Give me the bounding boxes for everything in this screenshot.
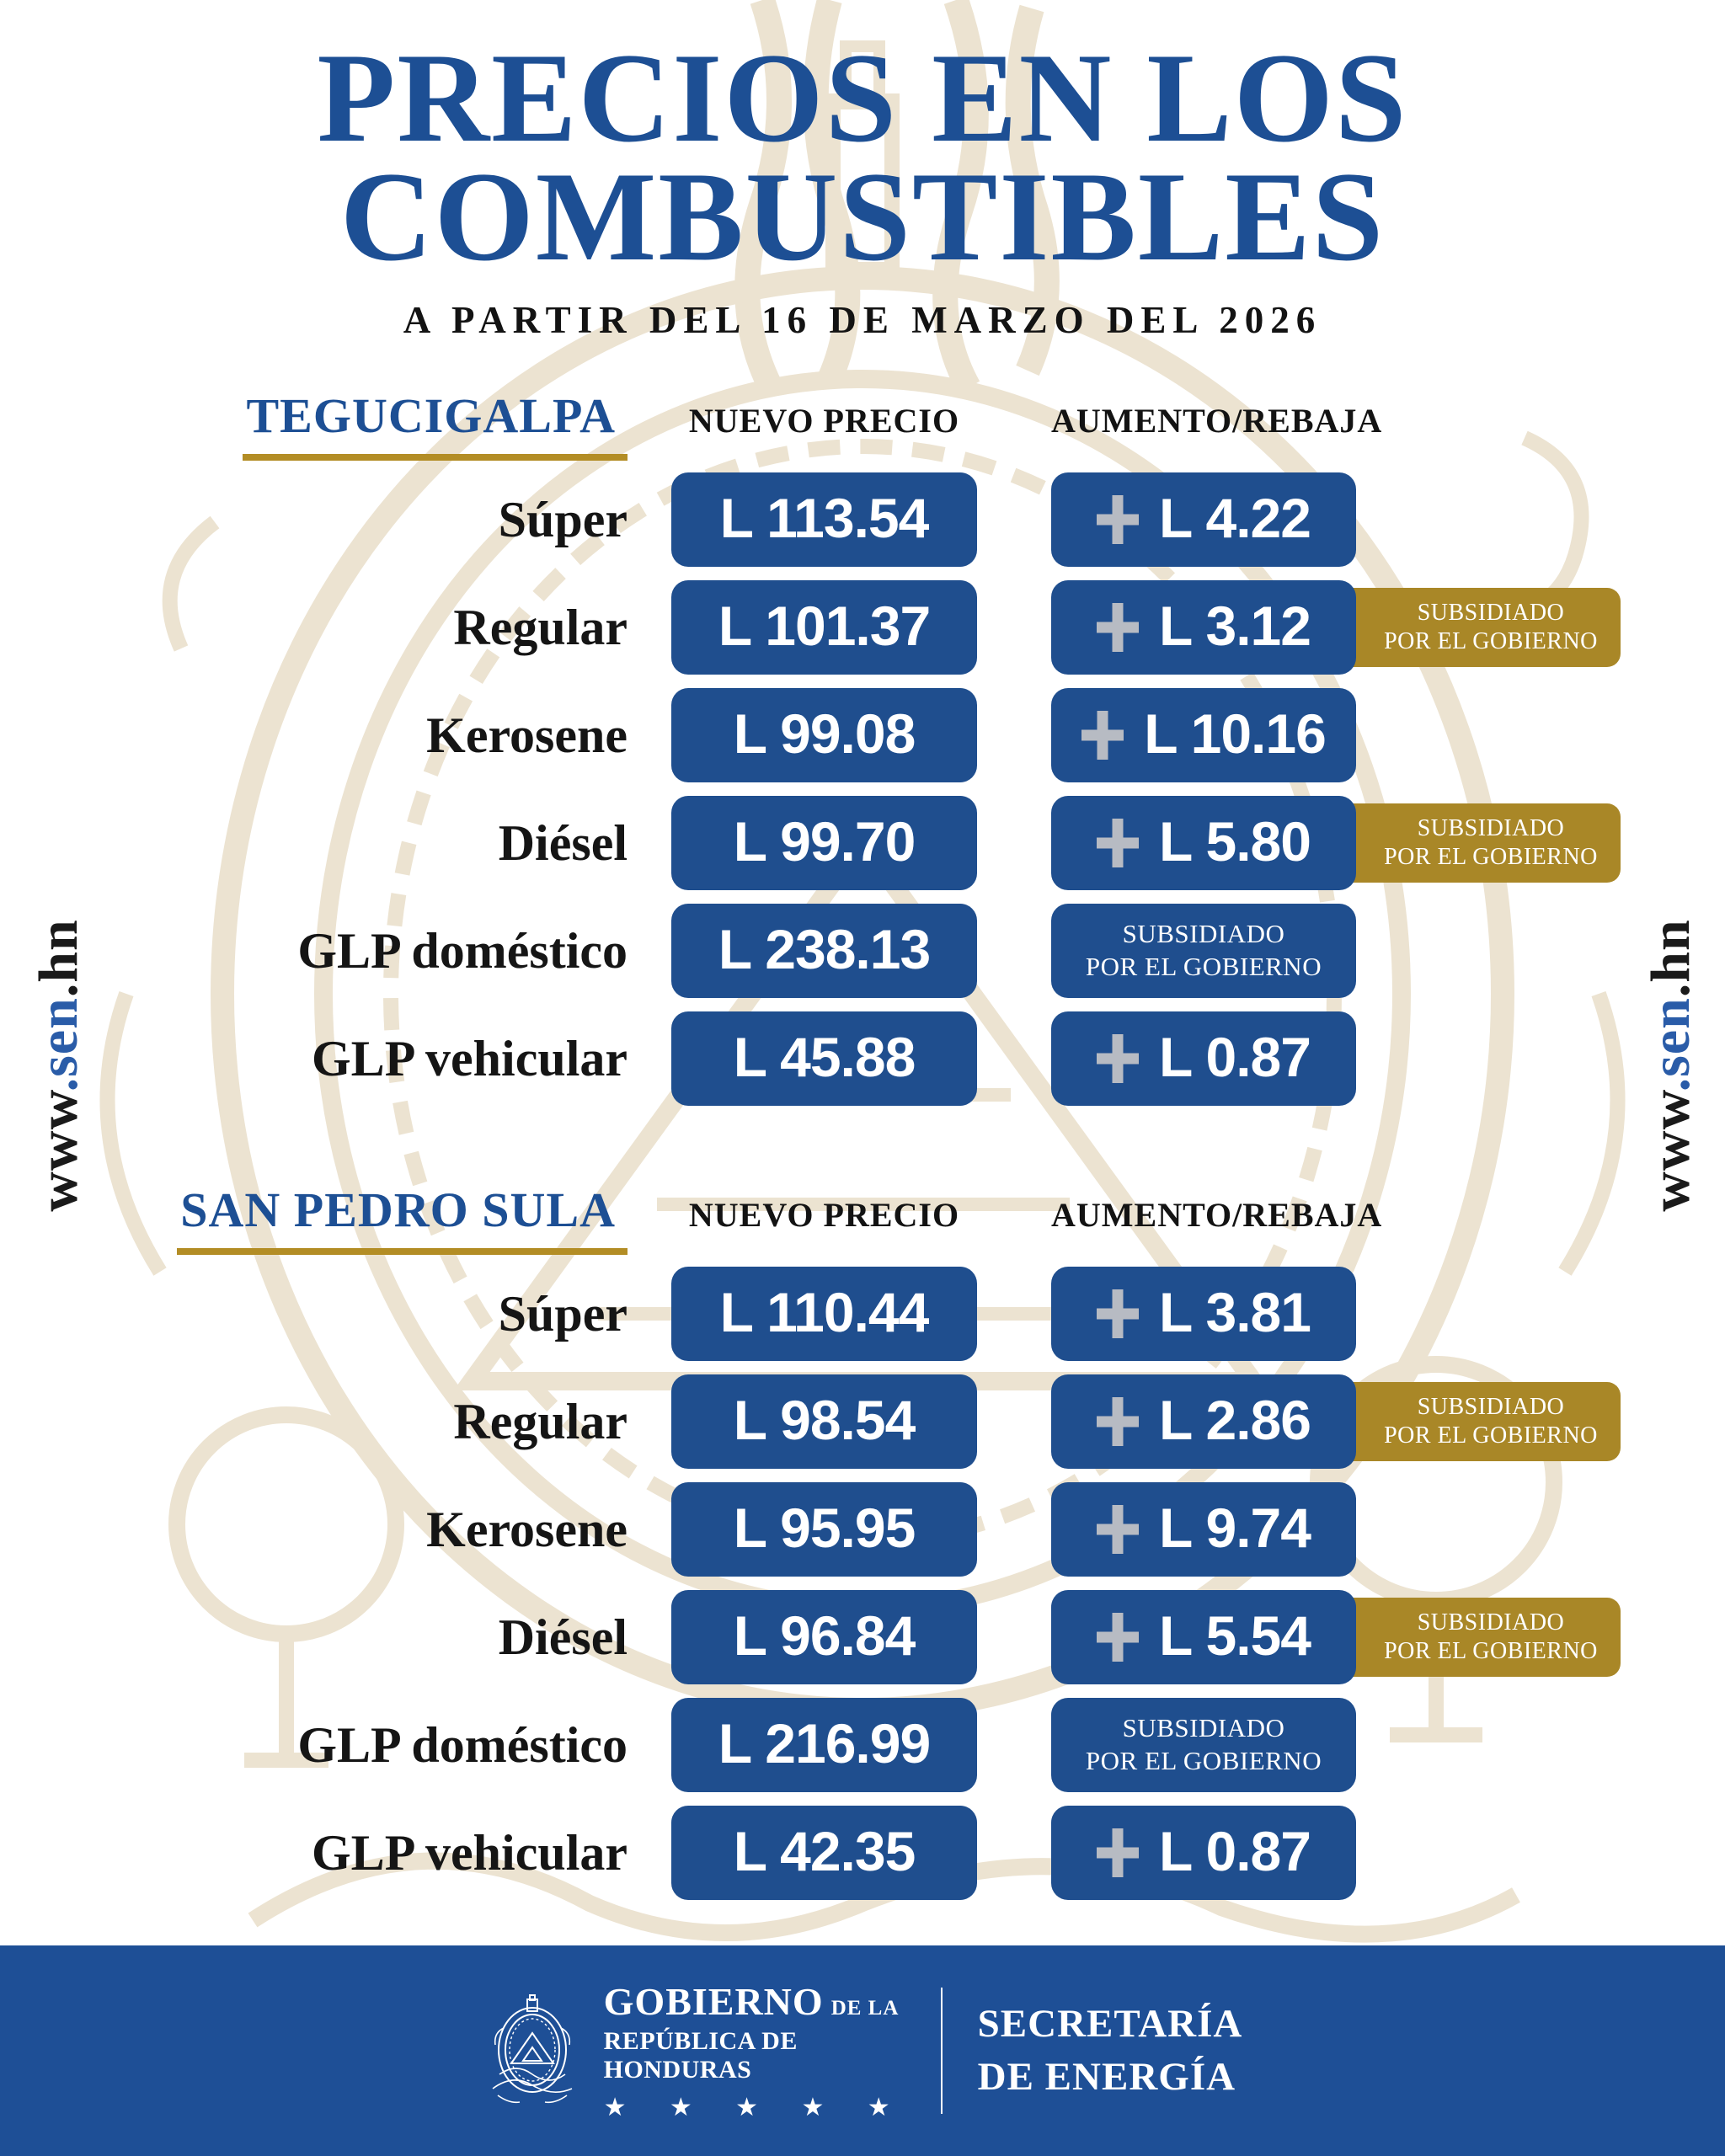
change-value: L 3.12 (1159, 595, 1311, 657)
subsidized-badge (1312, 588, 1621, 667)
new-price-value: L 110.44 (719, 1281, 929, 1343)
fuel-row (0, 472, 1725, 567)
fuel-row (0, 580, 1725, 675)
new-price-box (671, 904, 977, 998)
subsidy-line2: POR EL GOBIERNO (1384, 1422, 1598, 1449)
star-icon: ★ (669, 2094, 692, 2121)
change-value: L 0.87 (1159, 1026, 1311, 1088)
new-price-value: L 101.37 (718, 595, 931, 657)
change-value: L 2.86 (1159, 1389, 1311, 1451)
city-name: TEGUCIGALPA (243, 387, 628, 461)
new-price-value: L 238.13 (718, 918, 931, 980)
five-stars (604, 2093, 890, 2122)
subsidy-line1: SUBSIDIADO (1122, 1713, 1285, 1743)
column-header-change: AUMENTO/REBAJA (1051, 402, 1383, 440)
section-tegucigalpa (0, 387, 1725, 1106)
new-price-value: L 113.54 (719, 487, 929, 549)
star-icon: ★ (801, 2094, 825, 2121)
fuel-name: GLP doméstico (297, 923, 628, 979)
new-price-box (671, 472, 977, 567)
fuel-row (0, 688, 1725, 782)
page-title (0, 27, 1725, 287)
secretary-line2: DE ENERGÍA (977, 2055, 1236, 2099)
new-price-box (671, 688, 977, 782)
subsidy-line1: SUBSIDIADO (1417, 1394, 1565, 1421)
change-value: L 4.22 (1159, 487, 1311, 549)
secretary-line1: SECRETARÍA (977, 2001, 1243, 2046)
star-icon: ★ (603, 2094, 627, 2121)
fuel-name: Regular (453, 600, 628, 655)
subsidy-line2: POR EL GOBIERNO (1384, 628, 1598, 654)
url-suffix: .hn (28, 919, 89, 998)
fuel-name: Súper (498, 1286, 628, 1342)
plus-icon (1097, 603, 1139, 652)
plus-icon (1097, 1397, 1139, 1446)
title-line-2: COMBUSTIBLES (339, 146, 1386, 287)
new-price-value: L 96.84 (733, 1604, 916, 1667)
government-suffix: DE LA (830, 1997, 900, 2020)
fuel-name: Regular (453, 1394, 628, 1449)
subsidized-badge (1312, 1598, 1621, 1677)
subsidy-line1: SUBSIDIADO (1417, 600, 1565, 627)
fuel-name: Súper (498, 492, 628, 547)
plus-icon (1081, 711, 1124, 760)
change-box (1051, 1267, 1356, 1361)
fuel-row (0, 1806, 1725, 1900)
fuel-name: Kerosene (426, 707, 628, 763)
fuel-name: GLP vehicular (312, 1825, 628, 1881)
change-box (1051, 580, 1356, 675)
new-price-box (671, 1267, 977, 1361)
change-box (1051, 1806, 1356, 1900)
subsidized-badge (1312, 803, 1621, 883)
plus-icon (1097, 1828, 1139, 1877)
change-box (1051, 1482, 1356, 1577)
new-price-value: L 98.54 (733, 1389, 916, 1451)
government-name: GOBIERNO (603, 1980, 824, 2023)
url-mid: .sen (1640, 997, 1701, 1092)
fuel-row (0, 1590, 1725, 1684)
subsidized-badge (1312, 1382, 1621, 1461)
url-mid: .sen (28, 997, 89, 1092)
republic-name: REPÚBLICA DE HONDURAS (603, 2027, 798, 2084)
plus-icon (1097, 1289, 1139, 1338)
section-san-pedro-sula (0, 1182, 1725, 1900)
plus-icon (1097, 1034, 1139, 1083)
fuel-row (0, 1482, 1725, 1577)
section-header (0, 1182, 1725, 1255)
subsidy-line1: SUBSIDIADO (1122, 919, 1285, 949)
new-price-value: L 99.70 (733, 810, 916, 873)
section-header (0, 387, 1725, 461)
subsidy-line2: POR EL GOBIERNO (1384, 844, 1598, 870)
change-value: L 9.74 (1159, 1497, 1311, 1559)
honduras-coat-of-arms-icon (483, 1994, 582, 2107)
star-icon: ★ (735, 2094, 759, 2121)
new-price-box (671, 1590, 977, 1684)
fuel-name: Diésel (498, 815, 628, 871)
url-prefix: www (1640, 1091, 1701, 1212)
new-price-box (671, 1482, 977, 1577)
new-price-box (671, 580, 977, 675)
new-price-value: L 45.88 (733, 1026, 916, 1088)
url-prefix: www (28, 1091, 89, 1212)
fuel-row (0, 904, 1725, 998)
secretary-of-energy (978, 1998, 1243, 2105)
government-brand (604, 1979, 900, 2122)
fuel-name: Diésel (498, 1609, 628, 1665)
fuel-row (0, 1374, 1725, 1469)
new-price-box (671, 1374, 977, 1469)
plus-icon (1097, 819, 1139, 867)
subsidy-line2: POR EL GOBIERNO (1085, 952, 1322, 981)
change-value: L 5.54 (1159, 1604, 1311, 1667)
plus-icon (1097, 495, 1139, 544)
new-price-box (671, 1698, 977, 1792)
fuel-row (0, 1267, 1725, 1361)
new-price-box (671, 1806, 977, 1900)
column-header-new-price: NUEVO PRECIO (688, 1196, 960, 1234)
change-value: L 10.16 (1144, 702, 1326, 765)
url-suffix: .hn (1640, 919, 1701, 998)
change-value: L 3.81 (1159, 1281, 1311, 1343)
subsidized-box (1051, 904, 1356, 998)
subsidy-line1: SUBSIDIADO (1417, 815, 1565, 842)
footer-divider (941, 1988, 943, 2114)
new-price-value: L 95.95 (733, 1497, 916, 1559)
change-box (1051, 796, 1356, 890)
city-name: SAN PEDRO SULA (177, 1182, 628, 1255)
title-line-1: PRECIOS EN LOS (317, 27, 1408, 168)
subsidy-line2: POR EL GOBIERNO (1085, 1746, 1322, 1775)
change-box (1051, 472, 1356, 567)
new-price-value: L 99.08 (733, 702, 916, 765)
change-box (1051, 1011, 1356, 1106)
fuel-row (0, 796, 1725, 890)
effective-date-subtitle: A PARTIR DEL 16 DE MARZO DEL 2026 (403, 299, 1322, 341)
fuel-row (0, 1698, 1725, 1792)
footer-bar (0, 1945, 1725, 2156)
new-price-value: L 216.99 (718, 1712, 931, 1774)
fuel-name: GLP vehicular (312, 1031, 628, 1086)
plus-icon (1097, 1613, 1139, 1662)
change-value: L 0.87 (1159, 1820, 1311, 1882)
new-price-box (671, 1011, 977, 1106)
column-header-change: AUMENTO/REBAJA (1051, 1196, 1383, 1234)
change-box (1051, 1374, 1356, 1469)
subsidy-line2: POR EL GOBIERNO (1384, 1638, 1598, 1664)
new-price-value: L 42.35 (733, 1820, 916, 1882)
fuel-row (0, 1011, 1725, 1106)
new-price-box (671, 796, 977, 890)
plus-icon (1097, 1505, 1139, 1554)
change-box (1051, 688, 1356, 782)
fuel-name: GLP doméstico (297, 1717, 628, 1773)
column-header-new-price: NUEVO PRECIO (688, 402, 960, 440)
subsidy-line1: SUBSIDIADO (1417, 1609, 1565, 1636)
change-box (1051, 1590, 1356, 1684)
change-value: L 5.80 (1159, 810, 1311, 873)
fuel-name: Kerosene (426, 1502, 628, 1557)
star-icon: ★ (867, 2094, 890, 2121)
subsidized-box (1051, 1698, 1356, 1792)
